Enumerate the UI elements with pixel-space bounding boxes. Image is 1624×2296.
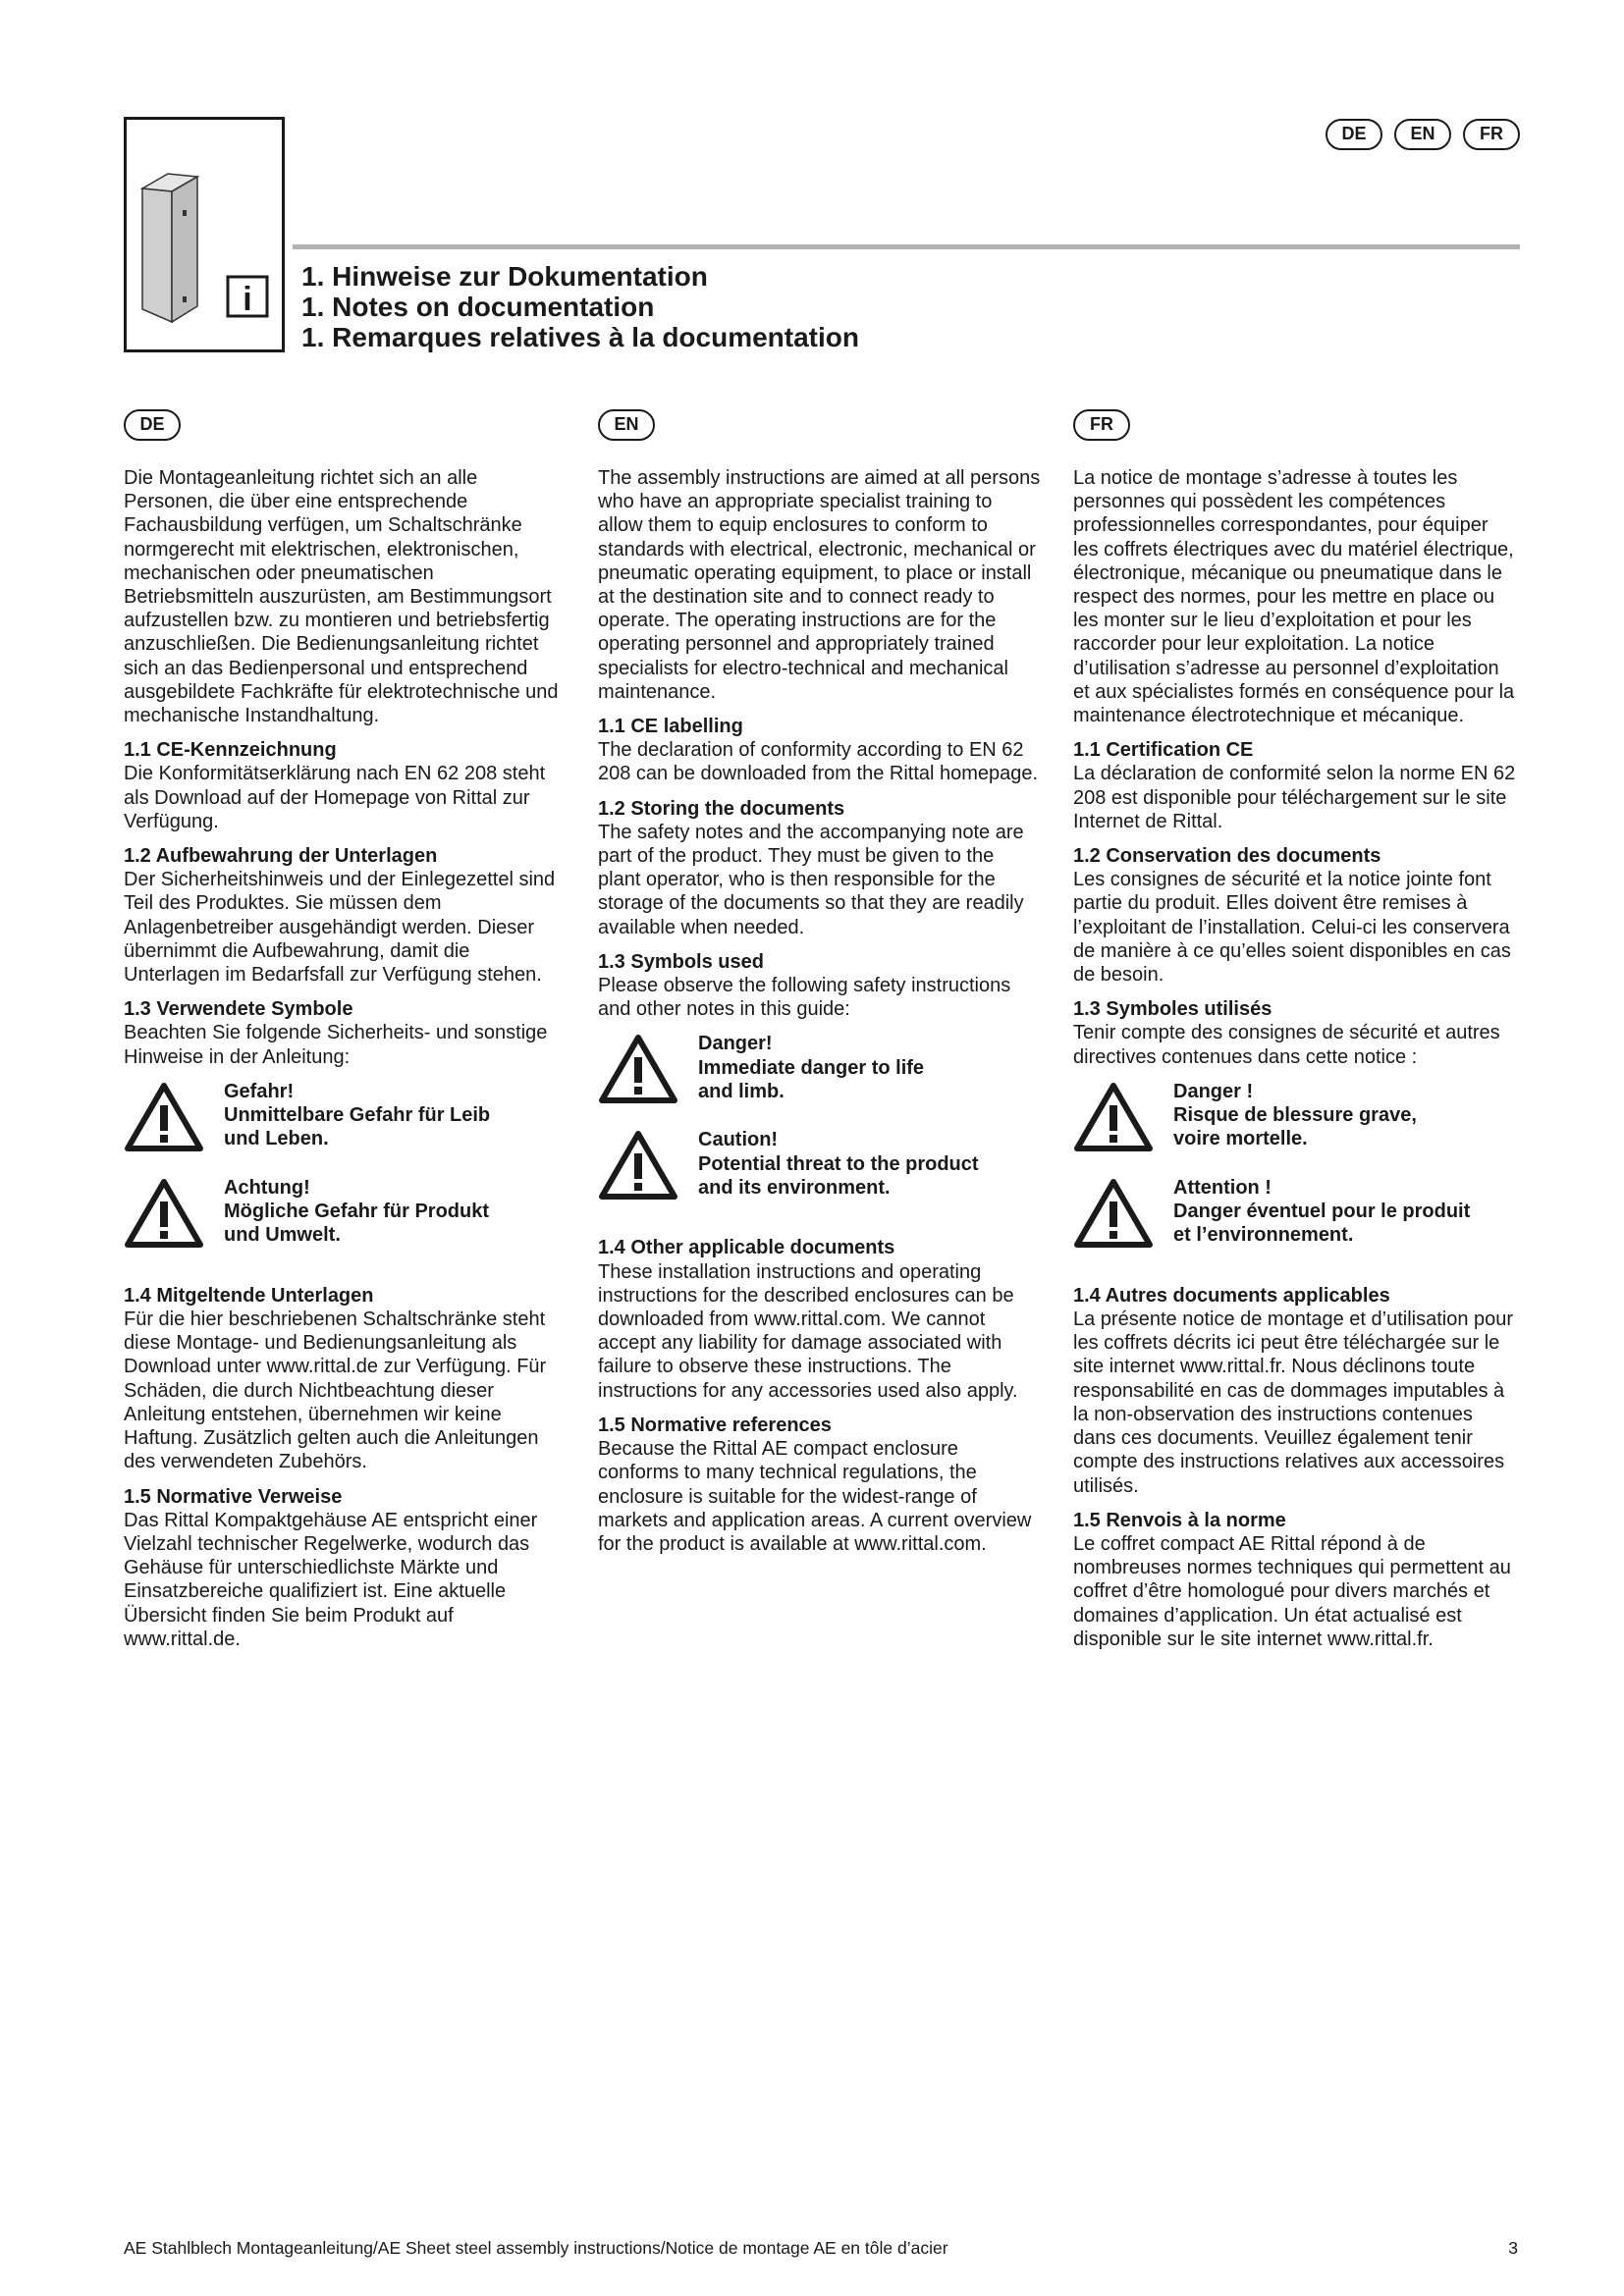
column-de: [124, 409, 568, 1651]
warning-caution: [1073, 1176, 1517, 1249]
warning-text: and its environment.: [698, 1176, 891, 1199]
warning-caution: [124, 1176, 568, 1249]
section-text: Tenir compte des consignes de sécurité et autres directives contenues dans cette notice :: [1073, 1022, 1500, 1068]
section-heading: 1.4 Other applicable documents: [598, 1237, 895, 1259]
section-text: Les consignes de sécurité et la notice jointe font partie du produit. Elles doivent être remises à l’exploitant de l’installation. Celui-ci les conservera de manière à ce qu’elles soient disponibles en cas de besoin.: [1073, 869, 1511, 987]
section-heading: 1.2 Conservation des documents: [1073, 845, 1381, 868]
intro-text: The assembly instructions are aimed at all persons who have an appropriate specialist training to allow them to equip enclosures to conform to standards with electrical, electronic, mechanical or pneumatic operating equipment, to place or install at the destination site and to connect ready to operate. The operating instructions are for the operating personnel and appropriately trained specialists for electro-technical and mechanical maintenance.: [598, 467, 1041, 703]
column-fr: [1073, 409, 1517, 1651]
warning-text: voire mortelle.: [1173, 1128, 1308, 1150]
page-title-en: 1. Notes on documentation: [301, 292, 655, 322]
warning-danger: [124, 1080, 568, 1152]
warning-label: Caution!: [698, 1129, 779, 1151]
warning-danger: [598, 1032, 1042, 1104]
warning-label: Achtung!: [224, 1176, 310, 1199]
enclosure-info-icon: [124, 117, 285, 352]
warning-text: Mögliche Gefahr für Produkt: [224, 1201, 490, 1223]
section-heading: 1.3 Symboles utilisés: [1073, 998, 1272, 1021]
section-text: The safety notes and the accompanying note are part of the product. They must be given to the plant operator, who is then responsible for the storage of the documents so that they are readily available when needed.: [598, 821, 1024, 938]
warning-label: Attention !: [1173, 1176, 1272, 1199]
svg-text:i: i: [243, 281, 252, 318]
warning-text: Danger éventuel pour le produit: [1173, 1201, 1471, 1223]
section-heading: 1.4 Mitgeltende Unterlagen: [124, 1284, 374, 1307]
warning-triangle-icon: [598, 1130, 678, 1201]
warning-text: und Leben.: [224, 1128, 329, 1150]
section-text: Das Rittal Kompaktgehäuse AE entspricht einer Vielzahl technischer Regelwerke, wodurch das Gehäuse für unterschiedlichste Märkte und Einsatzbereiche qualifiziert ist. Eine aktuelle Übersicht finden Sie beim Produkt auf www.rittal.de.: [124, 1509, 538, 1650]
warning-triangle-icon: [598, 1034, 678, 1104]
page-title-fr: 1. Remarques relatives à la documentation: [301, 322, 859, 352]
warning-text: and limb.: [698, 1080, 785, 1102]
section-text: La présente notice de montage et d’utilisation pour les coffrets décrits ici peut être téléchargée sur le site internet www.rittal.fr. Nous déclinons toute responsabilité en cas de dommages imputables à la non-observation des instructions contenues dans ces documents. Veuillez également tenir compte des instructions relatives aux accessoires utilisés.: [1073, 1308, 1514, 1497]
section-titles: [301, 261, 859, 352]
warning-label: Gefahr!: [224, 1080, 295, 1102]
footer-text: AE Stahlblech Montageanleitung/AE Sheet steel assembly instructions/Notice de montage AE en tôle d’acier: [124, 2238, 948, 2258]
lang-badge-de: DE: [1326, 119, 1382, 150]
section-heading: 1.4 Autres documents applicables: [1073, 1284, 1390, 1307]
warning-text: Unmittelbare Gefahr für Leib: [224, 1104, 491, 1127]
section-text: Please observe the following safety instructions and other notes in this guide:: [598, 975, 1011, 1021]
warning-text: et l’environnement.: [1173, 1224, 1354, 1247]
section-heading: 1.5 Normative Verweise: [124, 1485, 343, 1508]
section-heading: 1.2 Storing the documents: [598, 797, 845, 820]
warning-triangle-icon: [124, 1178, 204, 1249]
warning-label: Danger !: [1173, 1080, 1254, 1102]
section-text: La déclaration de conformité selon la norme EN 62 208 est disponible pour téléchargement sur le site Internet de Rittal.: [1073, 763, 1516, 832]
warning-caution: [598, 1128, 1042, 1201]
intro-text: Die Montageanleitung richtet sich an alle Personen, die über eine entsprechende Fachausbildung verfügen, um Schaltschränke normgerecht mit elektrischen, elektronischen, mechanischen oder pneumatischen Betriebsmitteln auszurüsten, am Bestimmungsort aufzustellen bzw. zu montieren und betriebsfertig anzuschließen. Die Bedienungsanleitung richtet sich an das Bedienpersonal und entsprechend ausgebildete Fachkräfte für elektrotechnische und mechanische Instandhaltung.: [124, 467, 559, 727]
section-text: Because the Rittal AE compact enclosure conforms to many technical regulations, the enclosure is suitable for the widest-range of markets and application areas. A current overview for the product is available at www.rittal.com.: [598, 1438, 1032, 1555]
section-heading: 1.1 CE-Kennzeichnung: [124, 739, 337, 762]
section-heading: 1.1 Certification CE: [1073, 739, 1254, 762]
warning-text: Potential threat to the product: [698, 1152, 979, 1175]
column-badge-en: EN: [598, 409, 655, 441]
page-number: 3: [1508, 2238, 1518, 2258]
header-rule: [293, 244, 1520, 249]
column-en: [598, 409, 1042, 1556]
warning-text: und Umwelt.: [224, 1224, 341, 1247]
column-badge-fr: FR: [1073, 409, 1130, 441]
section-text: These installation instructions and operating instructions for the described enclosures can be downloaded from www.rittal.com. We cannot accept any liability for damage associated with failure to observe these instructions. The instructions for any accessories used also apply.: [598, 1260, 1018, 1402]
section-heading: 1.3 Symbols used: [598, 950, 764, 973]
warning-danger: [1073, 1080, 1517, 1152]
warning-triangle-icon: [1073, 1082, 1154, 1152]
section-text: Beachten Sie folgende Sicherheits- und sonstige Hinweise in der Anleitung:: [124, 1022, 548, 1068]
warning-text: Risque de blessure grave,: [1173, 1104, 1417, 1127]
section-heading: 1.1 CE labelling: [598, 716, 743, 738]
section-text: The declaration of conformity according to EN 62 208 can be downloaded from the Rittal homepage.: [598, 739, 1039, 785]
language-badges: [1326, 119, 1520, 150]
section-text: Le coffret compact AE Rittal répond à de nombreuses normes techniques qui permettent au coffret d’être homologué pour divers marchés et domaines d’application. Un état actualisé est disponible sur le site internet www.rittal.fr.: [1073, 1532, 1511, 1650]
warning-label: Danger!: [698, 1033, 773, 1055]
section-text: Die Konformitätserklärung nach EN 62 208 steht als Download auf der Homepage von Rittal zur Verfügung.: [124, 763, 546, 832]
lang-badge-en: EN: [1394, 119, 1451, 150]
section-text: Der Sicherheitshinweis und der Einlegezettel sind Teil des Produktes. Sie müssen dem Anlagenbetreiber ausgehändigt werden. Dieser übernimmt die Aufbewahrung, damit die Unterlagen im Bedarfsfall zur Verfügung stehen.: [124, 869, 556, 987]
warning-triangle-icon: [1073, 1178, 1154, 1249]
column-badge-de: DE: [124, 409, 181, 441]
section-heading: 1.3 Verwendete Symbole: [124, 998, 353, 1021]
section-text: Für die hier beschriebenen Schaltschränke steht diese Montage- und Bedienungsanleitung als Download unter www.rittal.de zur Verfügung. Für Schäden, die durch Nichtbeachtung dieser Anleitung entstehen, übernehmen wir keine Haftung. Zusätzlich gelten auch die Anleitungen des verwendeten Zubehörs.: [124, 1308, 547, 1473]
section-heading: 1.5 Renvois à la norme: [1073, 1509, 1286, 1531]
intro-text: La notice de montage s’adresse à toutes les personnes qui possèdent les compétences professionnelles correspondantes, pour équiper les coffrets électriques avec du matériel électrique, électronique, mécanique ou pneumatique dans le respect des normes, pour les mettre en place ou les monter sur le lieu d’exploitation et pour les raccorder pour leur exploitation. La notice d’utilisation s’adresse au personnel d’exploitation et aux spécialistes formés en conséquence pour la maintenance électrotechnique et mécanique.: [1073, 467, 1515, 727]
section-heading: 1.5 Normative references: [598, 1414, 832, 1436]
warning-triangle-icon: [124, 1082, 204, 1152]
lang-badge-fr: FR: [1463, 119, 1520, 150]
section-heading: 1.2 Aufbewahrung der Unterlagen: [124, 845, 438, 868]
page-title-de: 1. Hinweise zur Dokumentation: [301, 261, 708, 292]
warning-text: Immediate danger to life: [698, 1056, 925, 1079]
